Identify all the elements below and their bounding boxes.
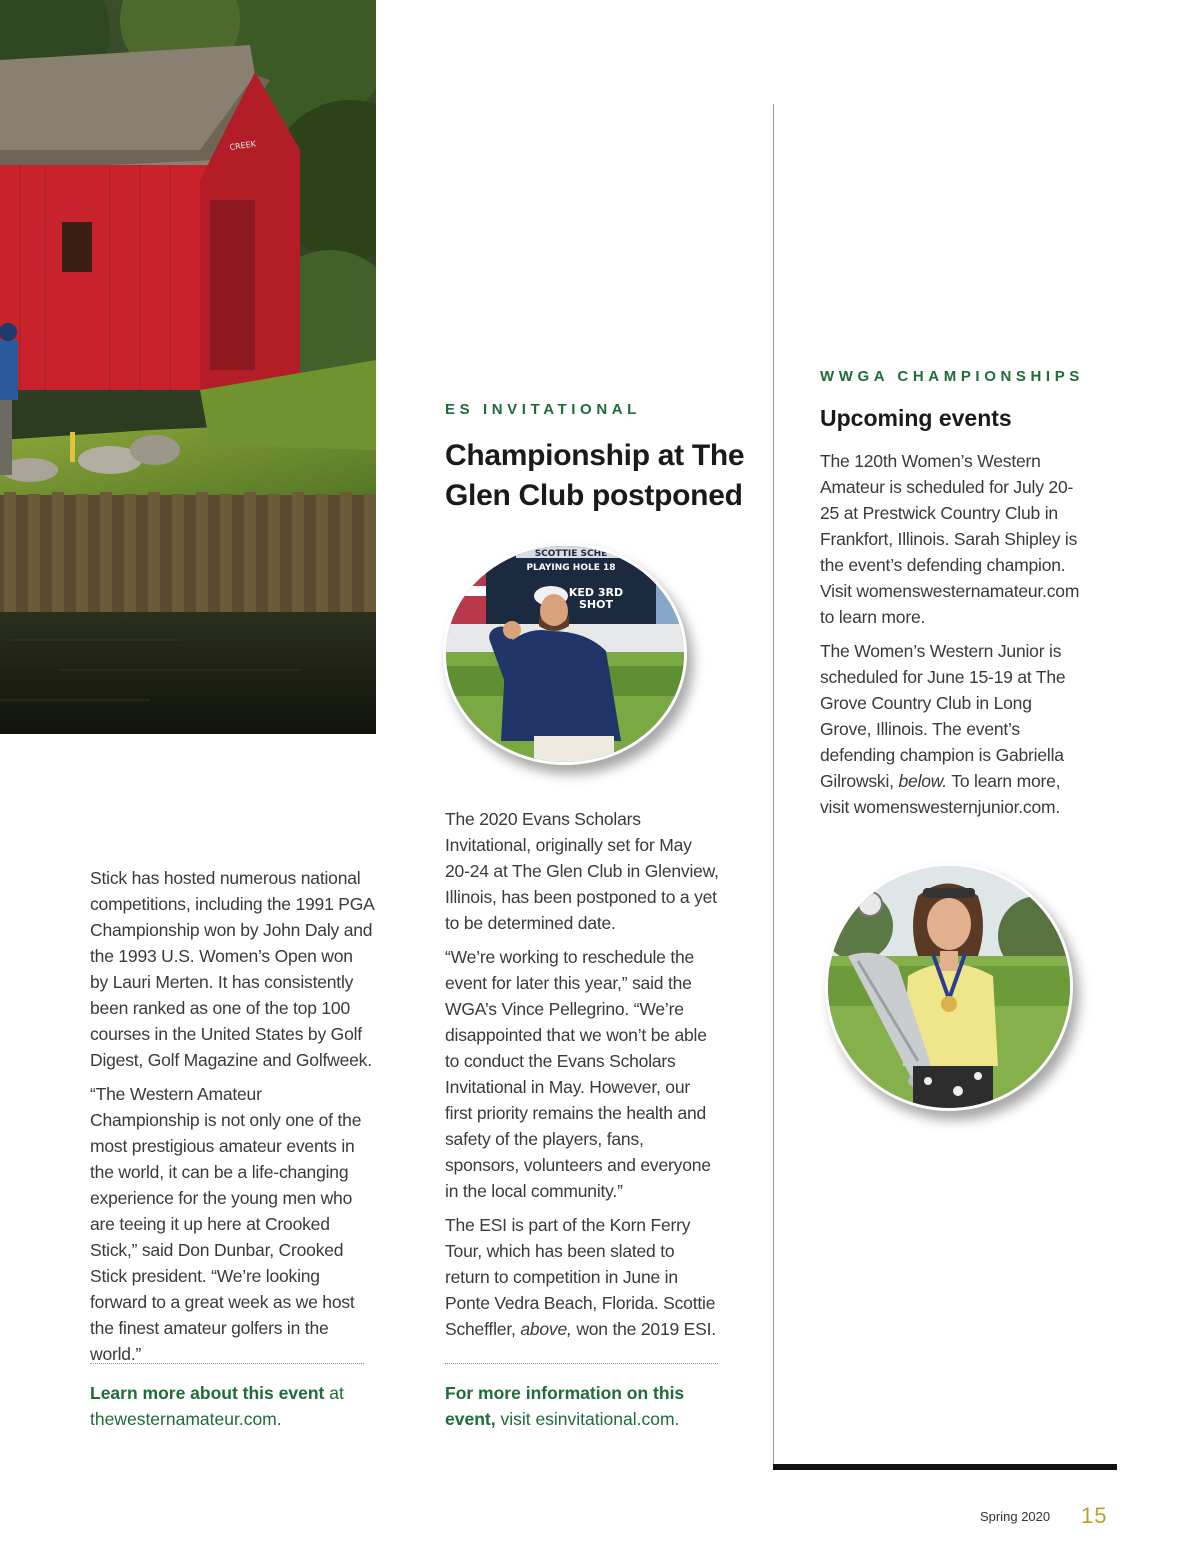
cta-link[interactable]: visit esinvitational.com. bbox=[495, 1409, 680, 1429]
gabriella-gilrowski-photo bbox=[825, 863, 1073, 1111]
body-paragraph bbox=[445, 1212, 720, 1342]
cta-es-invitational[interactable] bbox=[445, 1380, 725, 1432]
column-wwga bbox=[820, 448, 1080, 828]
sign-text: KED 3RD bbox=[568, 586, 624, 599]
text-run: won the 2019 ESI. bbox=[571, 1319, 716, 1339]
column-end-bar bbox=[773, 1464, 1117, 1470]
sign-text: PLAYING HOLE 18 bbox=[526, 563, 616, 573]
body-paragraph: Stick has hosted numerous national competitions, including the 1991 PGA Championship won by John Daly and the 1993 U.S. Women’s Open won by Lauri Merten. It has consistently been ranked as one of the top 100 courses in the United States by Golf Digest, Golf Magazine and Golfweek. bbox=[90, 868, 374, 1070]
issue-label: Spring 2020 bbox=[980, 1509, 1051, 1524]
text-run: The Women’s Western Junior is scheduled for June 15-19 at The Grove Country Club in Long Grove, Illinois. The event’s defending champion is Gabriella Gilrowski, bbox=[820, 641, 1066, 791]
text-run-italic: above, bbox=[520, 1319, 572, 1339]
divider bbox=[445, 1363, 718, 1364]
body-paragraph: “We’re working to reschedule the event for later this year,” said the WGA’s Vince Pellegrino. “We’re disappointed that we won’t be able to conduct the Evans Scholars Invitational in May. However, our first priority remains the health and safety of the players, fans, sponsors, volunteers and everyone in the local community.” bbox=[445, 947, 711, 1201]
text-run-italic: below. bbox=[898, 771, 947, 791]
text-run: To learn more, visit womenswesternjunior.com. bbox=[820, 771, 1061, 817]
bridge-sign: CREEK bbox=[229, 139, 257, 152]
cta-bold: For more information on this event, bbox=[445, 1383, 685, 1429]
body-paragraph bbox=[820, 638, 1080, 820]
article-headline: Upcoming events bbox=[820, 405, 1012, 431]
text-run: The ESI is part of the Korn Ferry Tour, which has been slated to return to competition in June in Ponte Vedra Beach, Florida. Scottie Scheffler, bbox=[445, 1215, 716, 1339]
cta-bold: Learn more about this event bbox=[90, 1383, 325, 1403]
column-es-invitational bbox=[445, 806, 720, 1350]
section-kicker: ES INVITATIONAL bbox=[445, 401, 641, 418]
sign-text: SCOTTIE SCHE bbox=[534, 549, 608, 559]
body-paragraph: “The Western Amateur Championship is not only one of the most prestigious amateur events in the world, it can be a life-changing experience for the young men who are teeing it up here at Crooked Stick,” said Don Dunbar, Crooked Stick president. “We’re looking forward to a great week as we host the finest amateur golfers in the world.” bbox=[90, 1084, 362, 1364]
column-divider bbox=[773, 104, 774, 1468]
column-western-amateur bbox=[90, 865, 375, 1375]
scottie-scheffler-photo bbox=[443, 543, 687, 765]
cta-link[interactable]: at thewesternamateur.com. bbox=[90, 1383, 344, 1429]
body-paragraph: The 120th Women’s Western Amateur is scheduled for July 20-25 at Prestwick Country Club in Frankfort, Illinois. Sarah Shipley is the event’s defending champion. Visit womenswesternamateur.com to learn more. bbox=[820, 451, 1080, 627]
body-paragraph: The 2020 Evans Scholars Invitational, originally set for May 20-24 at The Glen Club in Glenview, Illinois, has been postponed to a yet to be determined date. bbox=[445, 809, 719, 933]
sign-text: SHOT bbox=[579, 598, 613, 611]
covered-bridge-photo bbox=[0, 0, 376, 734]
section-kicker: WWGA CHAMPIONSHIPS bbox=[820, 368, 1084, 385]
page-number: 15 bbox=[1081, 1503, 1108, 1528]
cta-western-amateur[interactable] bbox=[90, 1380, 370, 1432]
divider bbox=[90, 1363, 364, 1364]
article-headline: Championship at The Glen Club postponed bbox=[445, 439, 745, 512]
